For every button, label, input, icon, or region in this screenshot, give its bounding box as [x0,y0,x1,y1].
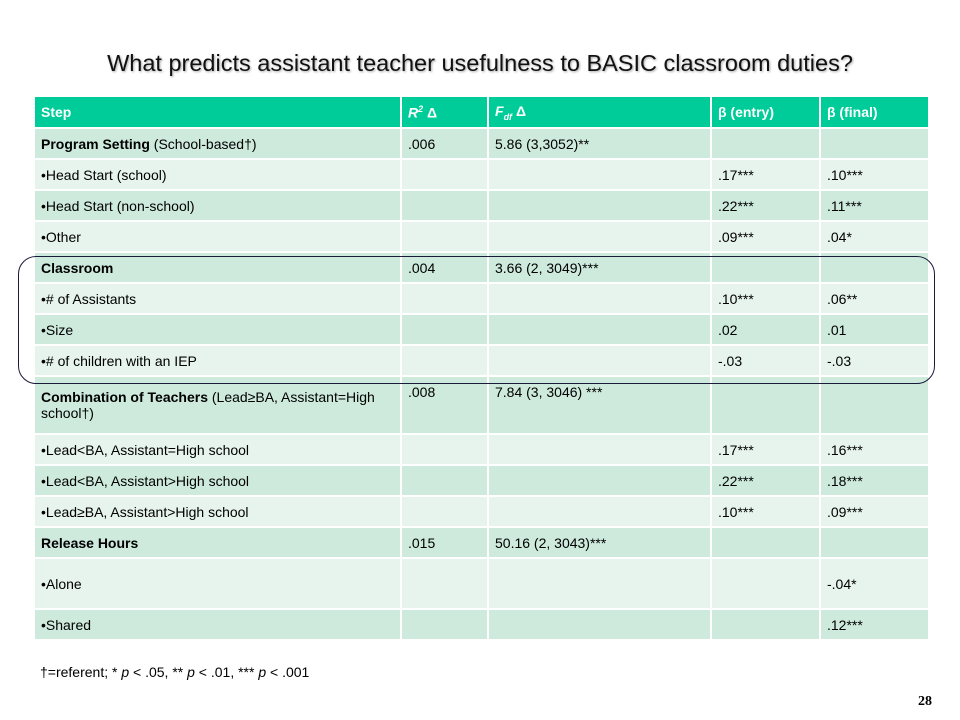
header-beta-final: β (final) [820,96,929,128]
beta-entry-cell: .10*** [711,496,820,527]
table-row [34,434,929,465]
r2-change-cell [401,221,488,252]
f-change-cell: 7.84 (3, 3046) *** [488,376,711,434]
beta-final-cell: .10*** [820,159,929,190]
header-step: Step [34,96,401,128]
predictor-label: •Other [34,221,401,252]
f-change-cell: 50.16 (2, 3043)*** [488,527,711,558]
beta-final-cell: -.03 [820,345,929,376]
beta-entry-cell [711,376,820,434]
predictor-label: •Lead<BA, Assistant=High school [34,434,401,465]
beta-entry-cell [711,527,820,558]
table-row [34,159,929,190]
r2-change-cell [401,283,488,314]
beta-final-cell [820,252,929,283]
r2-change-cell [401,190,488,221]
predictor-label: •# of children with an IEP [34,345,401,376]
table-row [34,345,929,376]
table-row [34,527,929,558]
r2-change-cell: .015 [401,527,488,558]
r2-change-cell: .006 [401,128,488,159]
beta-final-cell: .01 [820,314,929,345]
r2-change-cell [401,159,488,190]
step-label: Combination of Teachers (Lead≥BA, Assistant=High school†) [34,376,401,434]
table-row [34,609,929,640]
table-row [34,221,929,252]
f-change-cell [488,558,711,609]
beta-final-cell [820,376,929,434]
f-change-cell [488,345,711,376]
r2-change-cell [401,314,488,345]
table-row [34,376,929,434]
beta-entry-cell: .22*** [711,190,820,221]
f-change-cell [488,190,711,221]
f-change-cell [488,465,711,496]
table-row [34,465,929,496]
r2-change-cell [401,345,488,376]
r2-change-cell: .004 [401,252,488,283]
f-change-cell [488,314,711,345]
f-change-cell [488,159,711,190]
beta-final-cell: .18*** [820,465,929,496]
f-change-cell [488,609,711,640]
table-header-row [34,96,929,128]
predictor-label: •# of Assistants [34,283,401,314]
beta-entry-cell [711,252,820,283]
predictor-label: •Lead≥BA, Assistant>High school [34,496,401,527]
step-label: Program Setting (School-based†) [34,128,401,159]
beta-final-cell: .11*** [820,190,929,221]
beta-final-cell: .04* [820,221,929,252]
predictor-label: •Size [34,314,401,345]
beta-final-cell: .16*** [820,434,929,465]
predictor-label: •Alone [34,558,401,609]
predictor-label: •Head Start (school) [34,159,401,190]
beta-entry-cell [711,128,820,159]
f-change-cell [488,283,711,314]
beta-entry-cell: .17*** [711,159,820,190]
beta-entry-cell [711,609,820,640]
slide-title: What predicts assistant teacher usefulness to BASIC classroom duties? [107,50,853,76]
f-change-cell: 3.66 (2, 3049)*** [488,252,711,283]
beta-entry-cell [711,558,820,609]
beta-final-cell [820,527,929,558]
predictor-label: •Head Start (non-school) [34,190,401,221]
beta-final-cell: .12*** [820,609,929,640]
r2-change-cell: .008 [401,376,488,434]
beta-final-cell: -.04* [820,558,929,609]
beta-final-cell [820,128,929,159]
step-label: Classroom [34,252,401,283]
header-r2-change: $R^2$ Δ [401,96,488,128]
f-change-cell [488,221,711,252]
table-row [34,314,929,345]
beta-entry-cell: .22*** [711,465,820,496]
footnote: †=referent; * p < .05, ** p < .01, *** p < .001 [40,664,310,680]
beta-entry-cell: .17*** [711,434,820,465]
beta-entry-cell: .09*** [711,221,820,252]
r2-change-cell [401,496,488,527]
page-number: 28 [918,694,932,709]
beta-final-cell: .09*** [820,496,929,527]
predictor-label: •Shared [34,609,401,640]
table-row [34,190,929,221]
f-change-cell [488,434,711,465]
table-row [34,128,929,159]
header-f-change: $F_{df}$ Δ [488,96,711,128]
table-row [34,496,929,527]
f-change-cell [488,496,711,527]
r2-change-cell [401,558,488,609]
beta-entry-cell: .10*** [711,283,820,314]
regression-table [33,95,930,641]
step-label: Release Hours [34,527,401,558]
table-row [34,252,929,283]
r2-change-cell [401,434,488,465]
f-change-cell: 5.86 (3,3052)** [488,128,711,159]
r2-change-cell [401,609,488,640]
r2-change-cell [401,465,488,496]
beta-entry-cell: .02 [711,314,820,345]
table-row [34,283,929,314]
table-row [34,558,929,609]
beta-entry-cell: -.03 [711,345,820,376]
predictor-label: •Lead<BA, Assistant>High school [34,465,401,496]
header-beta-entry: β (entry) [711,96,820,128]
beta-final-cell: .06** [820,283,929,314]
